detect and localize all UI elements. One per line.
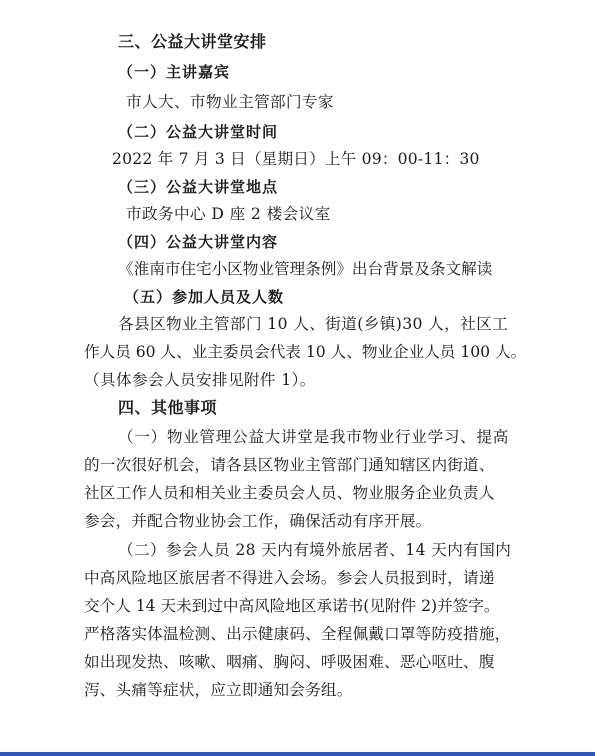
- other-para2-line-5: 如出现发热、咳嗽、咽痛、胸闷、呼吸困难、恶心呕吐、腹: [84, 653, 495, 671]
- attendees-line-1: 各县区物业主管部门 10 人、街道(乡镇)30 人，社区工: [118, 315, 509, 333]
- other-para1-line-2: 的一次很好机会，请各县区物业主管部门通知辖区内街道、: [84, 456, 495, 474]
- subsection-time-heading: （二）公益大讲堂时间: [118, 123, 279, 141]
- subsection-location-heading: （三）公益大讲堂地点: [118, 178, 279, 196]
- time-text: 2022 年 7 月 3 日（星期日）上午 09：00-11：30: [112, 150, 480, 168]
- location-text: 市政务中心 D 座 2 楼会议室: [126, 205, 331, 223]
- attendees-line-3: （具体参会人员安排见附件 1）。: [84, 371, 316, 389]
- other-para2-line-1: （二）参会人员 28 天内有境外旅居者、14 天内有国内: [118, 541, 512, 559]
- other-para1-line-3: 社区工作人员和相关业主委员会人员、物业服务企业负责人: [84, 484, 495, 502]
- subsection-attendees-heading: （五）参加人员及人数: [124, 288, 285, 306]
- other-para2-line-4: 严格落实体温检测、出示健康码、全程佩戴口罩等防疫措施，: [84, 625, 511, 643]
- content-text: 《淮南市住宅小区物业管理条例》出台背景及条文解读: [118, 260, 493, 278]
- bottom-edge-bar: [0, 752, 595, 756]
- other-para2-line-6: 泻、头痛等症状，应立即通知会务组。: [84, 681, 353, 699]
- speakers-text: 市人大、市物业主管部门专家: [126, 93, 334, 111]
- other-para2-line-2: 中高风险地区旅居者不得进入会场。参会人员报到时，请递: [84, 569, 495, 587]
- other-para2-line-3: 交个人 14 天未到过中高风险地区承诺书(见附件 2)并签字。: [84, 597, 500, 615]
- other-para1-line-4: 参会，并配合物业协会工作，确保活动有序开展。: [84, 512, 432, 530]
- attendees-line-2: 作人员 60 人、业主委员会代表 10 人、物业企业人员 100 人。: [84, 343, 527, 361]
- subsection-content-heading: （四）公益大讲堂内容: [118, 233, 279, 251]
- other-para1-line-1: （一）物业管理公益大讲堂是我市物业行业学习、提高: [118, 428, 510, 446]
- section-4-title: 四、其他事项: [118, 398, 218, 417]
- section-3-title: 三、公益大讲堂安排: [118, 32, 267, 51]
- subsection-speakers-heading: （一）主讲嘉宾: [118, 63, 231, 81]
